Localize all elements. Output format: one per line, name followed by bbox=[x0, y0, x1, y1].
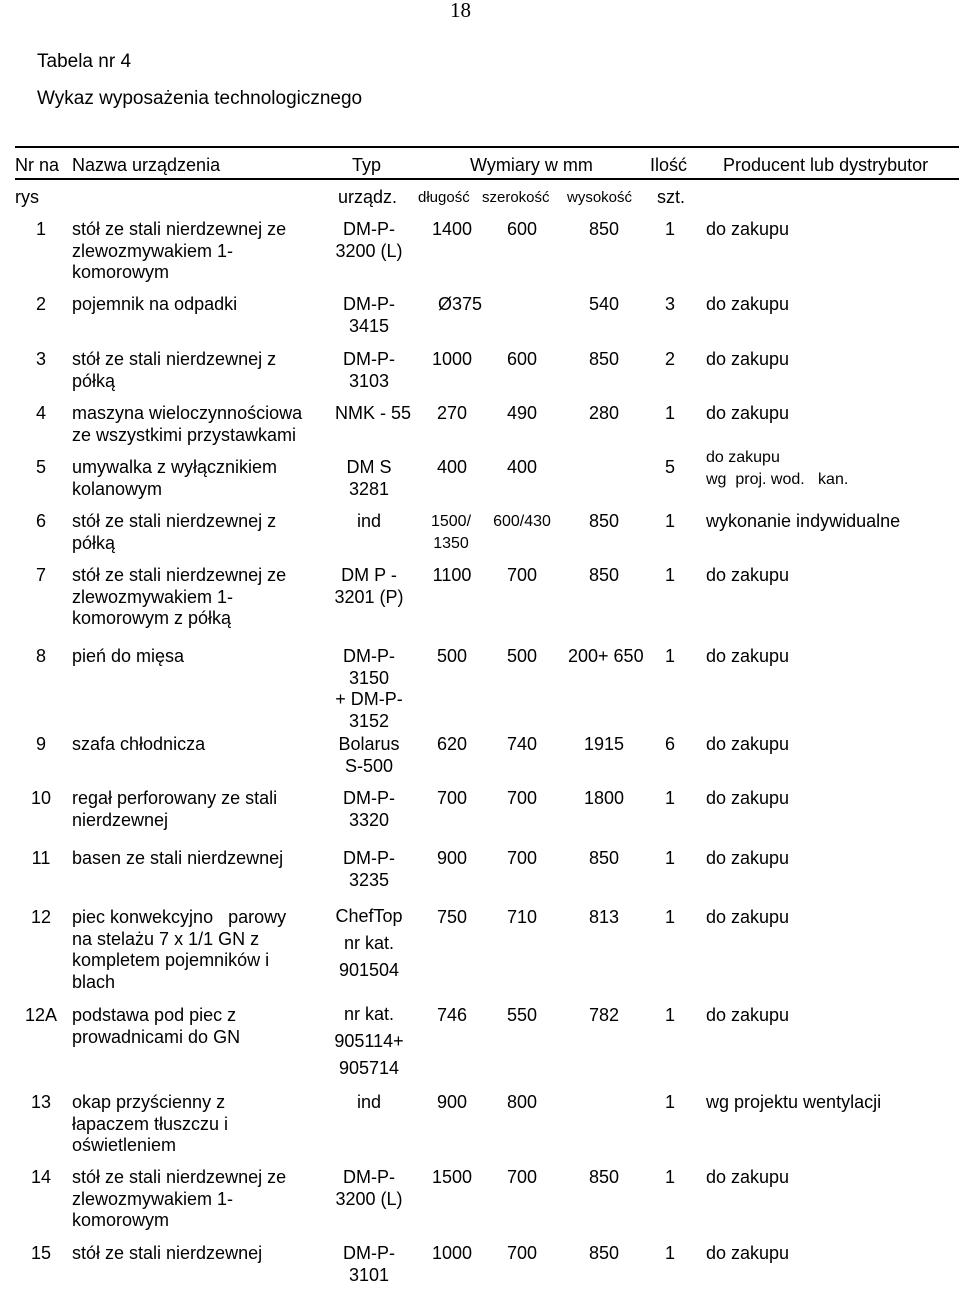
cell-producer: do zakupu bbox=[706, 294, 790, 314]
cell-type: DM P - 3201 (P) bbox=[334, 565, 404, 607]
cell-length: 500 bbox=[436, 646, 468, 666]
header-nr-sub: rys bbox=[15, 187, 39, 207]
cell-height: 850 bbox=[588, 565, 620, 585]
cell-type: DM S 3281 bbox=[346, 457, 392, 499]
header-quantity-sub: szt. bbox=[657, 187, 686, 207]
cell-width: 490 bbox=[506, 403, 538, 423]
cell-length: 1000 bbox=[431, 1243, 473, 1263]
header-type-sub: urządz. bbox=[338, 187, 398, 207]
cell-length: 1500 bbox=[431, 1167, 473, 1187]
header-name: Nazwa urządzenia bbox=[72, 155, 221, 175]
header-producer: Producent lub dystrybutor bbox=[723, 155, 929, 175]
cell-nr: 7 bbox=[35, 565, 46, 585]
header-type: Typ bbox=[352, 155, 382, 175]
cell-width: 740 bbox=[506, 734, 538, 754]
cell-type: DM-P- 3415 bbox=[343, 294, 395, 336]
cell-height: 850 bbox=[588, 219, 620, 239]
table-top-border bbox=[15, 146, 959, 148]
cell-type: ChefTop nr kat. 901504 bbox=[335, 906, 403, 980]
cell-width: 700 bbox=[506, 1243, 538, 1263]
cell-width: 550 bbox=[506, 1005, 538, 1025]
cell-name: stół ze stali nierdzewnej ze zlewozmywakiem 1- komorowym bbox=[72, 1167, 287, 1230]
header-quantity: Ilość bbox=[650, 155, 688, 175]
cell-length: 400 bbox=[436, 457, 468, 477]
header-divider bbox=[15, 178, 959, 180]
cell-quantity: 1 bbox=[664, 848, 675, 868]
cell-name: piec konwekcyjno parowy na stelażu 7 x 1/1 GN z kompletem pojemników i blach bbox=[72, 907, 287, 992]
cell-producer: wg projektu wentylacji bbox=[706, 1092, 882, 1112]
header-height: wysokość bbox=[567, 189, 633, 206]
cell-quantity: 1 bbox=[664, 1005, 675, 1025]
cell-length: 270 bbox=[436, 403, 468, 423]
cell-type: NMK - 55 bbox=[334, 403, 412, 423]
cell-width: 700 bbox=[506, 1167, 538, 1187]
cell-type: DM-P- 3200 (L) bbox=[335, 1167, 403, 1209]
cell-nr: 6 bbox=[35, 511, 46, 531]
cell-name: stół ze stali nierdzewnej z półką bbox=[72, 511, 277, 553]
cell-length: 750 bbox=[436, 907, 468, 927]
cell-name: umywalka z wyłącznikiem kolanowym bbox=[72, 457, 278, 499]
cell-type: Bolarus S-500 bbox=[338, 734, 400, 776]
cell-producer: do zakupu bbox=[706, 907, 790, 927]
cell-type: nr kat. 905114+ 905714 bbox=[334, 1004, 404, 1078]
cell-length: 746 bbox=[436, 1005, 468, 1025]
cell-nr: 8 bbox=[35, 646, 46, 666]
cell-height: 200+ 650 bbox=[568, 646, 644, 666]
cell-height: 1915 bbox=[583, 734, 625, 754]
header-width: szerokość bbox=[482, 189, 550, 206]
cell-name: okap przyścienny z łapaczem tłuszczu i oświetleniem bbox=[72, 1092, 229, 1155]
cell-name: basen ze stali nierdzewnej bbox=[72, 848, 284, 868]
cell-name: stół ze stali nierdzewnej ze zlewozmywakiem 1- komorowym bbox=[72, 219, 287, 282]
cell-height: 280 bbox=[588, 403, 620, 423]
cell-length: 620 bbox=[436, 734, 468, 754]
cell-type: DM-P- 3200 (L) bbox=[335, 219, 403, 261]
cell-height: 782 bbox=[588, 1005, 620, 1025]
cell-length: 700 bbox=[436, 788, 468, 808]
cell-producer: do zakupu bbox=[706, 1243, 790, 1263]
cell-quantity: 1 bbox=[664, 1243, 675, 1263]
cell-producer: do zakupu bbox=[706, 1005, 790, 1025]
table-subtitle: Wykaz wyposażenia technologicznego bbox=[37, 88, 363, 109]
cell-nr: 14 bbox=[30, 1167, 52, 1187]
cell-type: DM-P- 3103 bbox=[343, 349, 395, 391]
cell-producer: do zakupu bbox=[706, 403, 790, 423]
cell-width: 710 bbox=[506, 907, 538, 927]
cell-length: 1400 bbox=[431, 219, 473, 239]
cell-producer: do zakupu bbox=[706, 565, 790, 585]
cell-length: 900 bbox=[436, 1092, 468, 1112]
cell-quantity: 1 bbox=[664, 1092, 675, 1112]
cell-name: stół ze stali nierdzewnej ze zlewozmywakiem 1- komorowym z półką bbox=[72, 565, 287, 628]
cell-quantity: 1 bbox=[664, 1167, 675, 1187]
cell-nr: 9 bbox=[35, 734, 46, 754]
cell-width: 600 bbox=[506, 349, 538, 369]
cell-width: 600/430 bbox=[493, 513, 551, 530]
cell-nr: 13 bbox=[30, 1092, 52, 1112]
cell-name: stół ze stali nierdzewnej bbox=[72, 1243, 263, 1263]
cell-quantity: 1 bbox=[664, 646, 675, 666]
cell-nr: 3 bbox=[35, 349, 46, 369]
cell-producer: wykonanie indywidualne bbox=[706, 511, 901, 531]
cell-height: 850 bbox=[588, 349, 620, 369]
cell-quantity: 3 bbox=[664, 294, 675, 314]
cell-quantity: 1 bbox=[664, 219, 675, 239]
cell-type: ind bbox=[356, 511, 382, 531]
cell-producer: do zakupu bbox=[706, 646, 790, 666]
cell-height: 850 bbox=[588, 1243, 620, 1263]
cell-name: stół ze stali nierdzewnej z półką bbox=[72, 349, 277, 391]
cell-name: pojemnik na odpadki bbox=[72, 294, 238, 314]
cell-quantity: 1 bbox=[664, 788, 675, 808]
cell-width: 700 bbox=[506, 788, 538, 808]
cell-nr: 4 bbox=[35, 403, 46, 423]
cell-producer: do zakupu wg proj. wod. kan. bbox=[706, 449, 849, 488]
cell-length: 1500/ 1350 bbox=[430, 513, 472, 552]
header-dimensions: Wymiary w mm bbox=[470, 155, 593, 175]
cell-width: 700 bbox=[506, 565, 538, 585]
cell-producer: do zakupu bbox=[706, 734, 790, 754]
cell-height: 850 bbox=[588, 511, 620, 531]
cell-name: maszyna wieloczynnościowa ze wszystkimi przystawkami bbox=[72, 403, 303, 445]
cell-height: 813 bbox=[588, 907, 620, 927]
page-number: 18 bbox=[450, 0, 471, 22]
cell-height: 1800 bbox=[583, 788, 625, 808]
cell-nr: 12 bbox=[30, 907, 52, 927]
cell-quantity: 6 bbox=[664, 734, 675, 754]
cell-width: 500 bbox=[506, 646, 538, 666]
cell-quantity: 1 bbox=[664, 565, 675, 585]
cell-width: 600 bbox=[506, 219, 538, 239]
cell-name: pień do mięsa bbox=[72, 646, 185, 666]
cell-name: regał perforowany ze stali nierdzewnej bbox=[72, 788, 278, 830]
cell-width: 400 bbox=[506, 457, 538, 477]
cell-type: DM-P- 3101 bbox=[343, 1243, 395, 1285]
cell-name: podstawa pod piec z prowadnicami do GN bbox=[72, 1005, 241, 1047]
cell-width: 700 bbox=[506, 848, 538, 868]
cell-quantity: 5 bbox=[664, 457, 675, 477]
cell-producer: do zakupu bbox=[706, 788, 790, 808]
cell-producer: do zakupu bbox=[706, 848, 790, 868]
cell-length: Ø375 bbox=[437, 294, 483, 314]
cell-nr: 5 bbox=[35, 457, 46, 477]
cell-type: DM-P- 3150 + DM-P- 3152 bbox=[335, 646, 403, 731]
cell-type: ind bbox=[356, 1092, 382, 1112]
cell-producer: do zakupu bbox=[706, 1167, 790, 1187]
table-title: Tabela nr 4 bbox=[37, 51, 132, 72]
cell-quantity: 1 bbox=[664, 403, 675, 423]
cell-producer: do zakupu bbox=[706, 349, 790, 369]
cell-quantity: 2 bbox=[664, 349, 675, 369]
cell-type: DM-P- 3320 bbox=[343, 788, 395, 830]
cell-nr: 12A bbox=[24, 1005, 58, 1025]
cell-length: 900 bbox=[436, 848, 468, 868]
cell-nr: 11 bbox=[31, 848, 51, 868]
header-length: długość bbox=[418, 189, 470, 206]
cell-length: 1100 bbox=[432, 565, 472, 585]
cell-height: 850 bbox=[588, 848, 620, 868]
cell-nr: 15 bbox=[30, 1243, 52, 1263]
cell-name: szafa chłodnicza bbox=[72, 734, 206, 754]
cell-height: 850 bbox=[588, 1167, 620, 1187]
cell-width: 800 bbox=[506, 1092, 538, 1112]
cell-quantity: 1 bbox=[664, 907, 675, 927]
cell-quantity: 1 bbox=[664, 511, 675, 531]
header-nr: Nr na bbox=[15, 155, 60, 175]
cell-height: 540 bbox=[588, 294, 620, 314]
cell-type: DM-P- 3235 bbox=[343, 848, 395, 890]
cell-nr: 10 bbox=[30, 788, 52, 808]
cell-producer: do zakupu bbox=[706, 219, 790, 239]
cell-nr: 1 bbox=[35, 219, 46, 239]
cell-nr: 2 bbox=[35, 294, 46, 314]
cell-length: 1000 bbox=[431, 349, 473, 369]
